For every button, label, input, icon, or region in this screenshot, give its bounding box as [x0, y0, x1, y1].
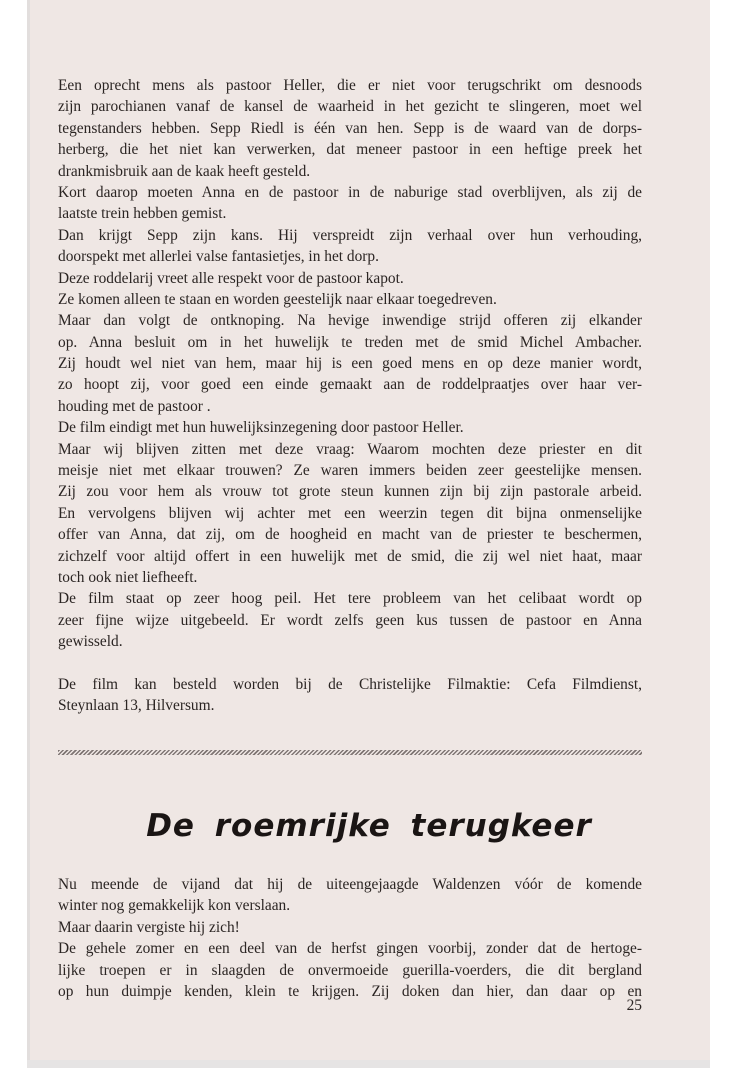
text-line: winter nog gemakkelijk kon verslaan.: [58, 897, 291, 915]
text-line: Maar daarin vergiste hij zich!: [58, 918, 240, 936]
text-line: De gehele zomer en een deel van de herfst gingen voorbij, zonder dat de hertoge-: [58, 940, 642, 958]
film-review-text: [58, 75, 642, 716]
text-line: Een oprecht mens als pastoor Heller, die er niet voor terugschrikt om desnoods: [58, 77, 642, 94]
paragraph: [58, 289, 642, 310]
text-line: Steynlaan 13, Hilversum.: [58, 696, 215, 714]
paragraph: [58, 439, 642, 589]
paragraph: [58, 674, 642, 717]
paragraph: [58, 917, 642, 938]
text-line: De film eindigt met hun huwelijksinzegening door pastoor Heller.: [58, 419, 464, 437]
text-line: Nu meende de vijand dat hij de uiteengejaagde Waldenzen vóór de komende: [58, 876, 642, 893]
text-line: En vervolgens blijven wij achter met een weerzin tegen dit bijna onmenselijke: [58, 504, 642, 522]
scan-edge: [27, 1060, 710, 1068]
paragraph: [58, 310, 642, 417]
text-line: laatste trein hebben gemist.: [58, 205, 227, 223]
paragraph: [58, 588, 642, 652]
text-line: Zij zou voor hem als vrouw tot grote steun kunnen zijn bij zijn pastorale arbeid.: [58, 483, 642, 501]
text-line: toch ook niet liefheeft.: [58, 568, 198, 586]
text-line: doorspekt met allerlei valse fantasietjes, in het dorp.: [58, 248, 379, 266]
text-line: Zij houdt wel niet van hem, maar hij is een goed mens en op deze manier wordt,: [58, 355, 642, 373]
paragraph-gap: [58, 653, 642, 674]
text-line: Maar wij blijven zitten met deze vraag: Waarom mochten deze priester en dit: [58, 440, 642, 458]
paragraph: [58, 75, 642, 182]
text-line: op. Anna besluit om in het huwelijk te treden met de smid Michel Ambacher.: [58, 333, 642, 351]
page-number: 25: [626, 997, 642, 1014]
article-title: De roemrijke terugkeer: [146, 808, 592, 844]
paragraph: [58, 182, 642, 225]
text-line: Dan krijgt Sepp zijn kans. Hij verspreidt zijn verhaal over hun verhouding,: [58, 226, 642, 244]
text-line: De film staat op zeer hoog peil. Het tere probleem van het celibaat wordt op: [58, 590, 642, 608]
text-line: Ze komen alleen te staan en worden geestelijk naar elkaar toegedreven.: [58, 290, 497, 308]
text-line: meisje niet met elkaar trouwen? Ze waren immers beiden zeer geestelijke mensen.: [58, 462, 642, 480]
text-line: drankmisbruik aan de kaak heeft gesteld.: [58, 162, 311, 180]
paragraph: [58, 225, 642, 268]
text-line: zichzelf voor altijd offert in een huwelijk met de smid, die zij wel niet haat, maar: [58, 547, 642, 565]
wavy-divider: [58, 750, 642, 755]
text-line: zo hoopt zij, voor goed een einde gemaakt aan de roddelpraatjes over haar ver-: [58, 376, 642, 394]
article-body-text: [58, 874, 642, 1002]
text-line: tegenstanders hebben. Sepp Riedl is één van hen. Sepp is de waard van de dorps-: [58, 119, 642, 137]
text-line: De film kan besteld worden bij de Christelijke Filmaktie: Cefa Filmdienst,: [58, 675, 642, 693]
text-line: offer van Anna, dat zij, om de hoogheid en macht van de priester te beschermen,: [58, 526, 642, 544]
text-line: op hun duimpje kenden, klein te krijgen. Zij doken dan hier, dan daar op en: [58, 982, 642, 1000]
paragraph: [58, 874, 642, 917]
paragraph: [58, 938, 642, 1002]
text-line: Kort daarop moeten Anna en de pastoor in de naburige stad overblijven, als zij de: [58, 183, 642, 201]
text-line: zijn parochianen vanaf de kansel de waarheid in het gezicht te slingeren, moet wel: [58, 98, 642, 116]
text-line: zeer fijne wijze uitgebeeld. Er wordt zelfs geen kus tussen de pastoor en Anna: [58, 611, 642, 629]
text-line: Deze roddelarij vreet alle respekt voor de pastoor kapot.: [58, 269, 404, 287]
paragraph: [58, 268, 642, 289]
paragraph: [58, 417, 642, 438]
text-line: Maar dan volgt de ontknoping. Na hevige inwendige strijd offeren zij elkander: [58, 312, 642, 330]
text-line: lijke troepen er in slaagden de onvermoeide guerilla-voerders, die dit bergland: [58, 961, 642, 979]
text-line: gewisseld.: [58, 633, 123, 651]
text-line: herberg, die het niet kan verwerken, dat meneer pastoor in een heftige preek het: [58, 141, 642, 159]
text-line: houding met de pastoor .: [58, 397, 211, 415]
